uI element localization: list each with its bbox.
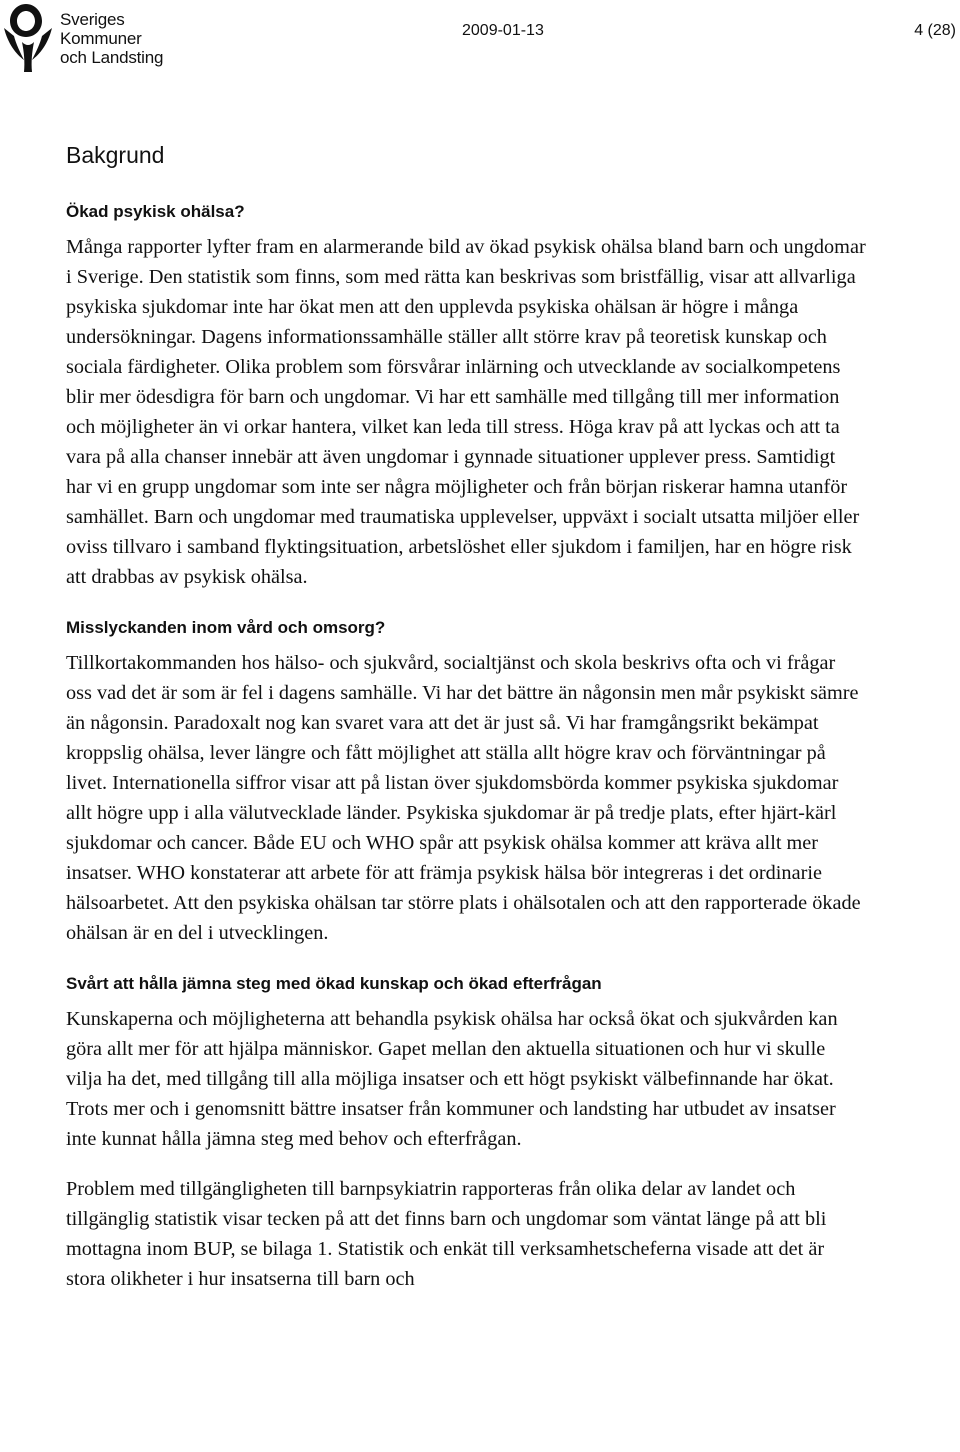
section-heading: Misslyckanden inom vård och omsorg? (66, 618, 386, 637)
page-title: Bakgrund (66, 142, 165, 168)
document-body (66, 140, 866, 1294)
paragraph: Problem med tillgängligheten till barnpsykiatrin rapporteras från olika delar av landet och tillgänglig statistik visar tecken på att det finns barn och ungdomar som väntat länge på att bli mottagna inom BUP, se bilaga 1. Statistik och enkät till verksamhetscheferna visade att det är stora olikheter i hur insatserna till barn och (66, 1178, 827, 1290)
page-header (0, 0, 960, 80)
logo-line-3: och Landsting (60, 48, 164, 67)
section-heading: Ökad psykisk ohälsa? (66, 202, 245, 221)
section-heading: Svårt att hålla jämna steg med ökad kunskap och ökad efterfrågan (66, 974, 602, 993)
page-number: 4 (28) (914, 22, 956, 39)
logo-line-2: Kommuner (60, 29, 142, 48)
paragraph: Kunskaperna och möjligheterna att behandla psykisk ohälsa har också ökat och sjukvården kan göra allt mer för att hjälpa människor. Gapet mellan den aktuella situationen och hur vi skulle vilja ha det, med tillgång till alla möjliga insatser och ett högt psykiskt välbefinnande har ökat. Trots mer och i genomsnitt bättre insatser från kommuner och landsting har utbudet av insatser inte kunnat hålla jämna steg med behov och efterfrågan. (66, 1008, 838, 1150)
paragraph: Tillkortakommanden hos hälso- och sjukvård, socialtjänst och skola beskrivs ofta och vi frågar oss vad det är som är fel i dagens samhälle. Vi har det bättre än någonsin men mår psykiskt sämre än någonsin. Paradoxalt nog kan svaret vara att det är just så. Vi har framgångsrikt bekämpat kroppslig ohälsa, lever längre och fått möjlighet att ställa allt högre krav och förväntningar på livet. Internationella siffror visar att på listan över sjukdomsbörda kommer psykiska sjukdomar allt högre upp i alla välutvecklade länder. Psykiska sjukdomar är på tredje plats, efter hjärt-kärl sjukdomar och cancer. Både EU och WHO spår att psykisk ohälsa kommer att kräva allt mer insatser. WHO konstaterar att arbete för att främja psykisk hälsa bör integreras i det ordinarie hälsoarbetet. Att den psykiska ohälsan tar större plats i ohälsotalen och att den rapporterade ökade ohälsan är en del i utvecklingen. (66, 652, 861, 944)
logo-wordmark (60, 10, 163, 67)
logo-line-1: Sveriges (60, 10, 125, 29)
paragraph: Många rapporter lyfter fram en alarmerande bild av ökad psykisk ohälsa bland barn och ungdomar i Sverige. Den statistik som finns, som med rätta kan beskrivas som bristfällig, visar att allvarliga psykiska sjukdomar inte har ökat men att den upplevda psykiska ohälsan är högre i många undersökningar. Dagens informationssamhälle ställer allt större krav på teoretisk kunskap och sociala färdigheter. Olika problem som försvårar inlärning och utvecklande av socialkompetens blir mer ödesdigra för barn och ungdomar. Vi har ett samhälle med tillgång till mer information och möjligheter än vi orkar hantera, vilket kan leda till stress. Höga krav på att lyckas och att ta vara på alla chanser innebär att även ungdomar i gynnade situationer upplever press. Samtidigt har vi en grupp ungdomar som inte ser några möjligheter och från början riskerar hamna utanför samhället. Barn och ungdomar med traumatiska upplevelser, uppväxt i socialt utsatta miljöer eller oviss tillvaro i samband flyktingsituation, arbetslöshet eller sjukdom i familjen, har en högre risk att drabbas av psykisk ohälsa. (66, 236, 866, 588)
skl-logo (2, 2, 177, 74)
document-date: 2009-01-13 (462, 22, 544, 39)
skl-logo-mark-icon (2, 2, 54, 74)
